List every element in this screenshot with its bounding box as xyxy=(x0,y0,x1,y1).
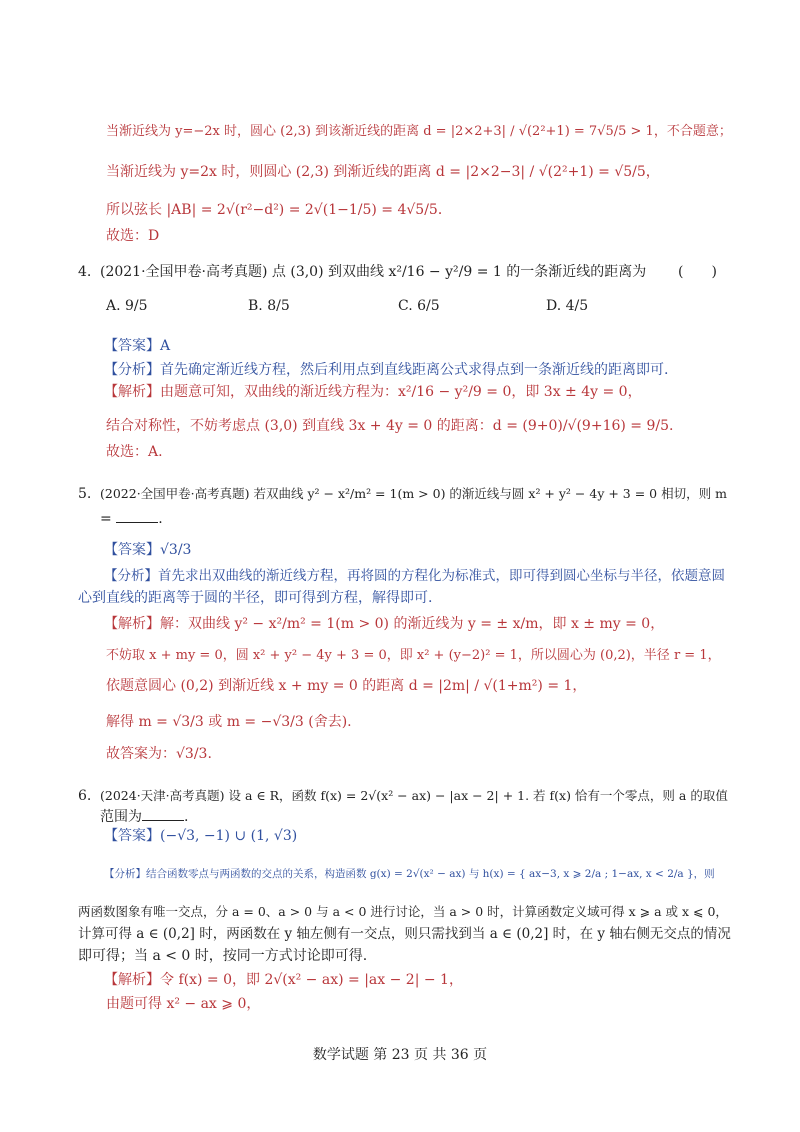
q6-stem-line-2 xyxy=(100,806,188,827)
q6-analysis-line-2: 两函数图象有唯一交点，分 a = 0、a > 0 与 a < 0 进行讨论，当 a > 0 时，计算函数定义域可得 x ⩾ a 或 x ⩽ 0， xyxy=(78,904,728,919)
q5-number: 5. xyxy=(78,486,92,502)
prev-solution-line-3: 所以弦长 |AB| = 2√(r²−d²) = 2√(1−1/5) = 4√5/5． xyxy=(106,202,452,218)
q4-option-c: C. 6/5 xyxy=(398,298,440,314)
q6-solution-line-1: 【解析】令 f(x) = 0，即 2√(x² − ax) = |ax − 2| − 1， xyxy=(104,972,463,988)
q4-option-d: D. 4/5 xyxy=(546,298,589,314)
q5-solution-line-5: 故答案为：√3/3. xyxy=(106,746,212,762)
q5-analysis-line-2: 心到直线的距离等于圆的半径，即可得到方程，解得即可. xyxy=(78,590,433,606)
prev-solution-line-1: 当渐近线为 y=−2x 时，圆心 (2,3) 到该渐近线的距离 d = |2×2+3| / √(2²+1) = 7√5/5 > 1，不合题意； xyxy=(106,124,732,139)
q5-analysis-line-1: 【分析】首先求出双曲线的渐近线方程，再将圆的方程化为标准式，即可得到圆心坐标与半径，依题意圆 xyxy=(104,568,725,584)
q6-analysis-line-4: 即可得；当 a < 0 时，按同一方式讨论即可得. xyxy=(78,948,368,964)
q4-option-b: B. 8/5 xyxy=(248,298,290,314)
q5-solution-line-1: 【解析】解：双曲线 y² − x²/m² = 1(m > 0) 的渐近线为 y = ± x/m，即 x ± my = 0， xyxy=(104,616,665,632)
q4-answer: 【答案】A xyxy=(104,338,171,354)
q6-analysis-line-3: 计算可得 a ∈ (0,2] 时，两函数在 y 轴左侧有一交点，则只需找到当 a ∈ (0,2] 时，在 y 轴右侧无交点的情况 xyxy=(78,926,731,942)
q5-solution-line-4: 解得 m = √3/3 或 m = −√3/3 (舍去). xyxy=(106,714,352,730)
q6-number: 6. xyxy=(78,788,92,804)
prev-solution-line-2: 当渐近线为 y=2x 时，则圆心 (2,3) 到渐近线的距离 d = |2×2−3| / √(2²+1) = √5/5， xyxy=(106,164,660,180)
q5-answer-blank xyxy=(116,508,158,523)
q4-answer-paren: ( ) xyxy=(678,264,717,280)
q6-analysis-line-1: 【分析】结合函数零点与两函数的交点的关系，构造函数 g(x) = 2√(x² − ax) 与 h(x) = { ax−3, x ⩾ 2/a ; 1−ax, x < 2/a }，则 xyxy=(104,868,715,880)
q5-equals: = xyxy=(100,511,112,527)
q4-solution-line-2: 结合对称性，不妨考虑点 (3,0) 到直线 3x + 4y = 0 的距离：d = (9+0)/√(9+16) = 9/5. xyxy=(106,418,674,434)
q5-stem-line-2 xyxy=(100,508,163,529)
q5-period: . xyxy=(158,511,163,527)
q4-stem: (2021·全国甲卷·高考真题) 点 (3,0) 到双曲线 x²/16 − y²/9 = 1 的一条渐近线的距离为 xyxy=(100,264,647,280)
q5-answer: 【答案】√3/3 xyxy=(104,542,192,558)
q5-stem-line-1: (2022·全国甲卷·高考真题) 若双曲线 y² − x²/m² = 1(m > 0) 的渐近线与圆 x² + y² − 4y + 3 = 0 相切，则 m xyxy=(100,486,727,501)
q6-stem-line-1: (2024·天津·高考真题) 设 a ∈ R，函数 f(x) = 2√(x² − ax) − |ax − 2| + 1. 若 f(x) 恰有一个零点，则 a 的取值 xyxy=(100,788,728,803)
prev-solution-line-4: 故选：D xyxy=(106,228,160,244)
q4-solution-line-3: 故选：A. xyxy=(106,444,163,460)
q5-solution-line-2: 不妨取 x + my = 0，圆 x² + y² − 4y + 3 = 0，即 x² + (y−2)² = 1，所以圆心为 (0,2)，半径 r = 1， xyxy=(106,648,721,663)
q6-stem-range-label: 范围为 xyxy=(100,809,142,825)
q4-solution-line-1: 【解析】由题意可知，双曲线的渐近线方程为：x²/16 − y²/9 = 0，即 3x ± 4y = 0， xyxy=(104,384,642,400)
page-footer: 数学试题 第 23 页 共 36 页 xyxy=(312,1047,488,1063)
q6-answer-blank xyxy=(142,806,184,821)
q4-number: 4. xyxy=(78,264,92,280)
q4-analysis: 【分析】首先确定渐近线方程，然后利用点到直线距离公式求得点到一条渐近线的距离即可. xyxy=(104,362,669,378)
q6-solution-line-2: 由题可得 x² − ax ⩾ 0， xyxy=(106,996,261,1012)
q5-solution-line-3: 依题意圆心 (0,2) 到渐近线 x + my = 0 的距离 d = |2m| / √(1+m²) = 1， xyxy=(106,678,587,694)
q4-option-a: A. 9/5 xyxy=(106,298,148,314)
q6-period: . xyxy=(184,809,189,825)
q6-answer: 【答案】(−√3, −1) ∪ (1, √3) xyxy=(104,828,298,844)
